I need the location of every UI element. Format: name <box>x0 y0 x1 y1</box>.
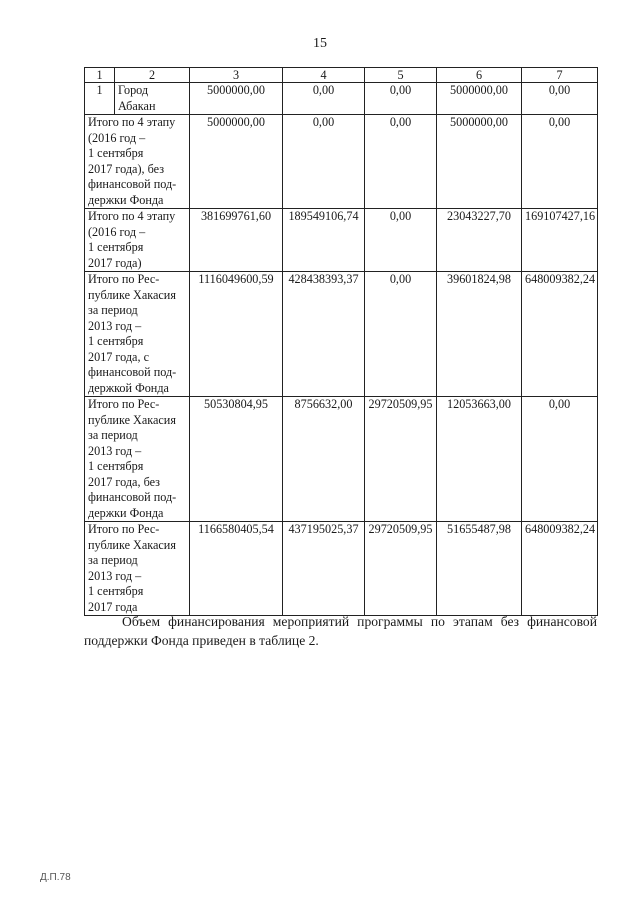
footer-code: Д.П.78 <box>40 872 71 883</box>
table-cell: 0,00 <box>283 115 365 209</box>
table-cell: 0,00 <box>283 83 365 115</box>
table-row <box>85 209 598 272</box>
table-cell: 29720509,95 <box>365 397 437 522</box>
table-cell: 5000000,00 <box>437 115 522 209</box>
table-cell: 8756632,00 <box>283 397 365 522</box>
table-row <box>85 397 598 522</box>
table-cell: 29720509,95 <box>365 522 437 616</box>
table-row <box>85 83 598 115</box>
column-header: 6 <box>437 68 522 83</box>
page-number: 15 <box>313 36 327 51</box>
table-cell: 51655487,98 <box>437 522 522 616</box>
table-cell: 189549106,74 <box>283 209 365 272</box>
table-cell: 5000000,00 <box>190 115 283 209</box>
table-cell: 5000000,00 <box>190 83 283 115</box>
table-cell: 648009382,24 <box>522 272 598 397</box>
row-number: 1 <box>85 83 115 115</box>
column-header: 2 <box>115 68 190 83</box>
table-cell: 0,00 <box>522 397 598 522</box>
table-row <box>85 522 598 616</box>
row-label: Итого по 4 этапу (2016 год – 1 сентября 2017 года) <box>85 209 190 272</box>
table-cell: 5000000,00 <box>437 83 522 115</box>
header-row <box>85 68 598 83</box>
row-label: Итого по Рес- публике Хакасия за период 2013 год – 1 сентября 2017 года, с финансовой под- держкой Фонда <box>85 272 190 397</box>
table-cell: 648009382,24 <box>522 522 598 616</box>
table-cell: 428438393,37 <box>283 272 365 397</box>
table-row <box>85 272 598 397</box>
table-cell: 1166580405,54 <box>190 522 283 616</box>
table-cell: 23043227,70 <box>437 209 522 272</box>
table-cell: 0,00 <box>522 115 598 209</box>
column-header: 4 <box>283 68 365 83</box>
table-cell: 0,00 <box>522 83 598 115</box>
table-cell: 0,00 <box>365 272 437 397</box>
column-header: 3 <box>190 68 283 83</box>
table-cell: 0,00 <box>365 115 437 209</box>
column-header: 7 <box>522 68 598 83</box>
row-label: Итого по Рес- публике Хакасия за период 2013 год – 1 сентября 2017 года <box>85 522 190 616</box>
table-cell: 169107427,16 <box>522 209 598 272</box>
body-paragraph: Объем финансирования мероприятий программы по этапам без финансовой поддержки Фонда приведен в таблице 2. <box>84 614 597 648</box>
table-row <box>85 115 598 209</box>
table-cell: 39601824,98 <box>437 272 522 397</box>
row-label: Город Абакан <box>115 83 190 115</box>
table-cell: 12053663,00 <box>437 397 522 522</box>
table-cell: 381699761,60 <box>190 209 283 272</box>
column-header: 1 <box>85 68 115 83</box>
table-cell: 0,00 <box>365 83 437 115</box>
row-label: Итого по 4 этапу (2016 год – 1 сентября 2017 года), без финансовой под- держки Фонда <box>85 115 190 209</box>
table-cell: 0,00 <box>365 209 437 272</box>
table-cell: 437195025,37 <box>283 522 365 616</box>
financing-table <box>84 67 598 616</box>
row-label: Итого по Рес- публике Хакасия за период 2013 год – 1 сентября 2017 года, без финансовой под- держки Фонда <box>85 397 190 522</box>
column-header: 5 <box>365 68 437 83</box>
table-cell: 1116049600,59 <box>190 272 283 397</box>
table-cell: 50530804,95 <box>190 397 283 522</box>
